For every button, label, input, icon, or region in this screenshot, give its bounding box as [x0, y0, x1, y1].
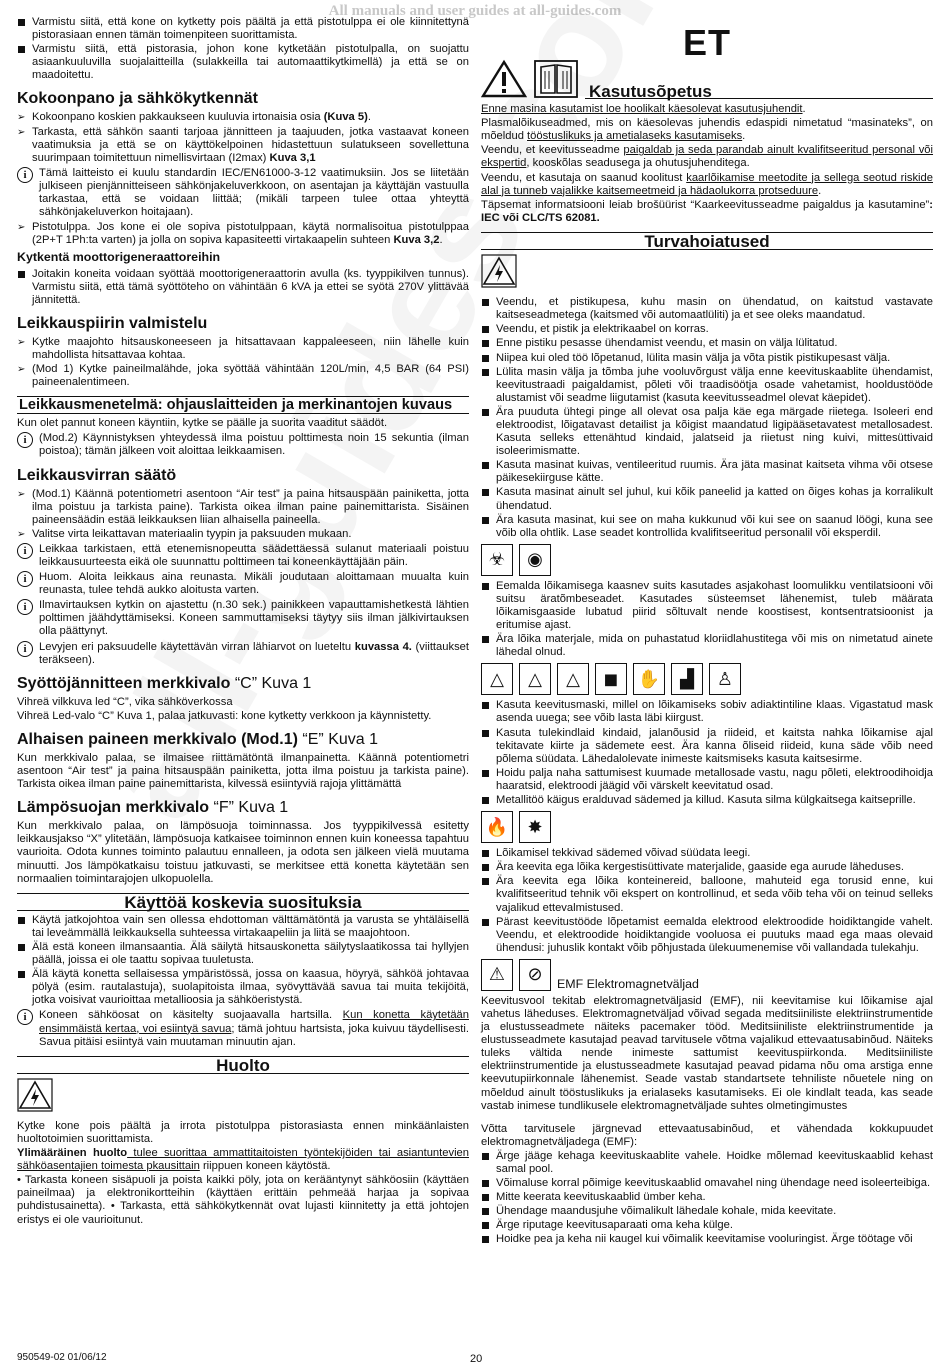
- list-item: Joitakin koneita voidaan syöttää moottorigeneraattorin avulla (ks. tyyppikilven tunnus). Varmistu siitä, että tämä syöttöteho on vähintään 6 kVA ja ettei se syötä 270V ylittävää jännitettä.: [17, 268, 469, 307]
- info-note: i (Mod.2) Käynnistyksen yhteydessä ilma poistuu polttimesta noin 15 sekuntia (ilman poistoa); tämän jälkeen voit aloittaa leikkaamisen.: [17, 432, 469, 458]
- list-item: Lõikamisel tekkivad sädemed võivad süüdata leegi.: [481, 847, 933, 860]
- list-item: Ära kasuta masinat, kui see on maha kukkunud või kui see on saanud löögi, kuna see võib olla ohtlik. Lase seadet kontrollida kvalifitseeritud personalil või eksperdil.: [481, 514, 933, 540]
- paragraph: Täpsemat informatsiooni leiab brošüürist “Kaarkeevitusseadme paigaldus ja kasutamine”: IEC või CLC/TS 62081.: [481, 198, 933, 224]
- list-item: Hoidke pea ja keha nii kaugel kui võimalik keevitamise vooluringist. Ärge töötage või: [481, 1233, 933, 1246]
- paragraph: Ylimääräinen huolto tulee suorittaa ammattitaitoisten työntekijöiden tai asiantuntevien sähköasentajien toimesta pkausittain riippuen koneen käytöstä.: [17, 1147, 469, 1173]
- list-item: Käytä jatkojohtoa vain sen ollessa ehdottoman välttämätöntä ja varusta se yhtäläisellä tai leveämmällä leikkauksella suhteessa virtakaapeliin ja liitä se maajohtoon.: [17, 914, 469, 940]
- info-icon: i: [17, 543, 33, 559]
- list-item: Mitte keerata keevituskaablid ümber keha.: [481, 1191, 933, 1204]
- section-title-syotto: Syöttöjännitteen merkkivalo “C” Kuva 1: [17, 674, 312, 692]
- info-icon: i: [17, 432, 33, 448]
- page-number: 20: [470, 1353, 483, 1365]
- list-item: Ära keevita ega lõika kergestisüttivate materjalide, gaaside ega aurude läheduses.: [481, 861, 933, 874]
- section-title-kasutus: Kasutusõpetus: [585, 85, 933, 99]
- info-note: i Huom. Aloita leikkaus aina reunasta. Mikäli joudutaan aloittamaan muualta kuin reunasta, tulee tehdä aukko aloitusta varten.: [17, 571, 469, 597]
- paragraph: Keevitusvool tekitab elektromagnetväljasid (EMF), nii keevitamise kui lõikamise ajal vahetus läheduses. Elektromagnetväljad võivad segada meditsiiniliste elektriinstrumentide ja elustusseadmete näiteks pacemaker tööd. Meditsiiniliste elektriinstrumentide ja elustusseadmete kasutajad peavad tarvitusele võtma vajalikud ettevaatusabinõud. Näiteks tuleks vältida nende inimeste sattumist keevituspiirkonda. Meditsiiniliste elektriinstrumentide ja elustusseadmete kasutajad peavad pidama nõu oma arstiga enne keevutupiirkonnale lähenemist. Seade vastab standartsete tehniliste nõuetele ning on mõeldud ainult tööstuslikuks ja erialaseks kasutamiseks. Ei ole kindlalt teada, kas seade vastab inimese tundlikusele elektromagnetväljade suhtes olmetingimustes: [481, 994, 933, 1112]
- watermark-top: All manuals and user guides at all-guides.com: [328, 3, 622, 19]
- info-icon: i: [17, 641, 33, 657]
- list-item: Kasuta masinat kuivas, ventileeritud ruumis. Ära jäta masinat kaitseta vihma või otsese päikesekiirguse kätte.: [481, 459, 933, 485]
- sparks-icon: △: [557, 663, 589, 695]
- paragraph: Vihreä vilkkuva led “C”, vika sähköverkossa: [17, 695, 233, 708]
- list-item: Kasuta keevitusmaski, millel on lõikamiseks sobiv adiaktintiline klaas. Vigastatud mask asenda uuega; see võib lasta läbi kiirgust.: [481, 699, 933, 725]
- respirator-icon: ◉: [519, 544, 551, 576]
- section-title-moottori: Kytkentä moottorigeneraattoreihin: [17, 250, 221, 265]
- section-title-emf: EMF Elektromagnetväljad: [557, 976, 699, 991]
- section-title-huolto: Huolto: [17, 1056, 469, 1074]
- info-icon: i: [17, 167, 33, 183]
- list-item: Ära lõika materjale, mida on puhastatud kloriidlahustitega või mis on nimetatud ainete lähedal olnud.: [481, 633, 933, 659]
- usage-header: [481, 59, 933, 99]
- list-item: Metallitöö käigus eralduvad sädemed ja killud. Kasuta silma külgkaitsega kaitseprille.: [481, 794, 933, 807]
- list-item: ➢ Tarkasta, että sähkön saanti tarjoaa jännitteen ja taajuuden, jotka vastaavat koneen vaatimuksia ja että se on käyttökelpoinen hidastettuun sulatukseen sovellettuna suurimpaan toimitettuun nimellisvirtaan (I2max) Kuva 3,1: [17, 126, 469, 165]
- paragraph: Kun merkkivalo palaa, on lämpösuoja toiminnassa. Jos tyyppikilvessä esitetty leikkausjakso “X” ylitetään, lämpösuoja katkaisee toiminnon ennen kuin koneessa tapahtuu vaurioita. Odota kunnes toiminto palautuu ennalleen, ja odota sen jälkeen vielä muutama minuutti. Jos lämpökatkaisu toistuu jatkuvasti, se merkitsee että konetta käytetään sen normaalien toimintarajojen ulkopuolella.: [17, 820, 469, 885]
- info-note: i Tämä laitteisto ei kuulu standardin IEC/EN61000-3-12 vaatimuksiin. Jos se liitetään julkiseen pienjännitteiseen sähkönjakeluverkkoon, on asentajan ja käyttäjän vastuulla tarkastaa, että se voidaan liittää; (mikäli tarpeen tulee ottaa yhteyttä sähkönjakeluverkon hoitajaan).: [17, 167, 469, 219]
- section-title-kokoonpano: Kokoonpano ja sähkökytkennät: [17, 90, 258, 108]
- ppe-icons: [481, 663, 933, 695]
- list-item: Ära keevita ega lõika konteinereid, balloone, mahuteid ega torusid enne, kui kvalifitseeritud tehnik või ekspert on kontrollinud, et seda võib teha või on teinud selleks vajalikud ettevalmistused.: [481, 875, 933, 914]
- info-note: i Ilmavirtauksen kytkin on ajastettu (n.30 sek.) painikkeen vapauttamishetkestä lähtien polttimen jäähdyttämiseksi. Koneen sammuttamiseksi täytyy siis ilman jälkivirtauksen olla päättynyt.: [17, 599, 469, 638]
- list-item: ➢ Pistotulppa. Jos kone ei ole sopiva pistotulppaan, käytä normalisoitua pistotulppaa (2P+T 1Ph:ta varten) ja jolla on sopiva kapasiteetti virtakaapelin suhteen Kuva 3,2.: [17, 221, 469, 247]
- paragraph: Kytke kone pois päältä ja irrota pistotulppa pistorasiasta ennen minkäänlaisten huoltotoimien suorittamista.: [17, 1119, 469, 1145]
- info-icon: i: [17, 571, 33, 587]
- paragraph: Plasmalõikuseadmed, mis on käesolevas juhendis edaspidi nimetatud “masinateks”, on mõeldud tööstuslikuks ja ametialaseks kasutamiseks.: [481, 117, 933, 143]
- hot-surface-icon: △: [481, 663, 513, 695]
- paragraph: Kun olet pannut koneen käyntiin, kytke se päälle ja suorita vaaditut säädöt.: [17, 417, 388, 430]
- paragraph: Veendu, et kasutaja on saanud koolitust kaarlõikamise meetodite ja sellega seotud riskide alal ja tunneb vajalikke kaitsemeetmeid ja hädaolukorra protseduure.: [481, 171, 933, 197]
- list-item: Veendu, et pistikupesa, kuhu masin on ühendatud, on kaitstud vastavate kaitseseadmetega (kaitsmed või automaatlüliti) ja et see oleks maandatud.: [481, 296, 933, 322]
- list-item: Pärast keevitustööde lõpetamist eemalda elektrood elektroodide hoidiktangide vahelt. Veendu, et elektroodide hoidiktangide vooluosa ei puutuks maad ega maas olevaid ühendusi: juhuslik kontakt võib põhjustada ülekuumenemise või vallandada tulekahju.: [481, 916, 933, 955]
- paragraph: Veendu, et keevitusseadme paigaldab ja seda parandab ainult kvalifitseeritud personal või ekspertid, kooskõlas seadusega ja ohutusjuhenditega.: [481, 144, 934, 170]
- info-icon: i: [17, 1009, 33, 1025]
- paragraph: Võtta tarvitusele järgnevad ettevaatusabinõud, et vähendada kokkupuudet elektromagnetväljadega (EMF):: [481, 1122, 933, 1148]
- magnetic-field-icon: ⚠: [481, 959, 513, 991]
- warning-triangle-icon: [481, 59, 527, 99]
- fume-icons: [481, 544, 933, 576]
- list-item: Varmistu siitä, että pistorasia, johon kone kytketään pistotulpalla, on suojattu asiaankuuluvilla suojalaitteilla (sulakkeilla tai automaattikytkimellä) ja että se on maadoitettu.: [17, 43, 469, 82]
- list-item: Kasuta tulekindlaid kindaid, jalanõusid ja riideid, et kaitsta nahka lõikamise ajal tekitavate kiirte ja sädemete eest. Ära kanna õliseid riideid, kuna säde võib need põlema süüdata. Lähedalolevate inimeste kaitsmiseks kasuta kaitsesirme.: [481, 727, 933, 766]
- document-code: 950549-02 01/06/12: [17, 1352, 107, 1363]
- section-title-lampo: Lämpösuojan merkkivalo “F” Kuva 1: [17, 799, 289, 817]
- list-item: Võimaluse korral põimige keevituskaablid omavahel ning ühendage need isoleerteibiga.: [481, 1177, 933, 1190]
- info-note: i Koneen sähköosat on käsitelty suojaavalla hartsilla. Kun konetta käytetään ensimmäistä kertaa, voi esiintyä savua; tämä johtuu hartsista, joka kuivuu täydellisesti. Savua pitäisi esiintyä vain muutaman minuutin ajan.: [17, 1009, 469, 1048]
- radiation-icon: △: [519, 663, 551, 695]
- info-note: i Leikkaa tarkistaen, että etenemisnopeutta säädettäessä sulanut materiaali poistuu leikkausuurteesta eikä ole suunnattu polttimeen tai koneenkäyttäjään päin.: [17, 543, 469, 569]
- warning-electric-icon: [481, 254, 933, 292]
- list-item: Niipea kui oled töö lõpetanud, lülita masin välja ja võta pistik pistikupesast välja.: [481, 352, 933, 365]
- section-title-paine: Alhaisen paineen merkkivalo (Mod.1) “E” Kuva 1: [17, 730, 379, 748]
- list-item: ➢ Valitse virta leikattavan materiaalin tyypin ja paksuuden mukaan.: [17, 528, 469, 541]
- welding-mask-icon: ◼: [595, 663, 627, 695]
- list-item: Älä käytä konetta sellaisessa ympäristössä, jossa on kaasua, höyryä, sähköä johtavaa pölyä (esim. rautalastuja), suolapitoista ilmaa, syövyttävää savua tai muita tekijöitä, jotka voisivat vaurioittaa metallioosia ja sähköeristystä.: [17, 968, 469, 1007]
- paragraph: Vihreä Led-valo “C” Kuva 1, palaa jatkuvasti: kone kytketty verkkoon ja käynnistetty.: [17, 709, 432, 722]
- pacemaker-icon: ⊘: [519, 959, 551, 991]
- fire-hazard-icon: 🔥: [481, 811, 513, 843]
- list-item: ➢ (Mod.1) Käännä potentiometri asentoon “Air test” ja paina hitsauspään painiketta, jotta ilma poistuu ja tarkista paine). Tarkista oikea ilman paine painemittarista. Sisäinen paineensäädin estää leikkauksen liian alhaisella paineella.: [17, 488, 469, 527]
- list-item: Varmistu siitä, että kone on kytketty pois päältä ja että pistotulppa ei ole kiinnitettynä pistorasiaan ennen tämän toimenpiteen suorittamista.: [17, 16, 469, 42]
- left-column: [17, 16, 469, 1228]
- paragraph: • Tarkasta koneen sisäpuoli ja poista kaikki pöly, jota on kerääntynyt sähköosiin (käyttäen paineilmaa) ja elektronikortteihin (käyttäen erittäin pehmeää harjaa ja sopivaa puhdistusainetta). • Tarkasta, että sähkökytkennät ovat lujasti kiinnitetty ja että johtojen eristys ei ole vaurioitunut.: [17, 1174, 469, 1226]
- fire-icons: [481, 811, 933, 843]
- paragraph: Enne masina kasutamist loe hoolikalt käesolevat kasutusjuhendit.: [481, 103, 806, 116]
- list-item: Hoidu palja naha sattumisest kuumade metallosade vastu, nagu põleti, elektroodihoidja haaratsid, elektroodi jäägid või värskelt keevitatud osad.: [481, 767, 933, 793]
- toxic-fumes-icon: ☣: [481, 544, 513, 576]
- info-icon: i: [17, 599, 33, 615]
- list-item: Älä estä koneen ilmansaantia. Älä säilytä hitsauskonetta säilytyslaatikossa tai hyllyjen päällä, joissa ei ole taattu sopivaa tuuletusta.: [17, 941, 469, 967]
- section-title-saato: Leikkausvirran säätö: [17, 466, 177, 484]
- list-item: Ärge jääge kehaga keevituskaablite vahele. Hoidke mõlemad keevituskaablid kehast samal pool.: [481, 1150, 933, 1176]
- list-item: Ärge riputage keevitusaparaati oma keha külge.: [481, 1219, 933, 1232]
- section-title-turva: Turvahoiatused: [481, 232, 933, 250]
- list-item: ➢ Kytke maajohto hitsauskoneeseen ja hitsattavaan kappaleeseen, niin lähelle kuin mahdollista hitsattavaa kohtaa.: [17, 336, 469, 362]
- list-item: Eemalda lõikamisega kaasnev suits kasutades asjakohast loomulikku ventilatsiooni või suitsu äratõmbeseadet. Kasutades süsteemset lähenemist, tuleb määrata lõikamisgaaside lubatud piirid sõltuvalt nende koostisest, kontsentratsioonist ja eritumise ajast.: [481, 580, 933, 632]
- list-item: ➢ (Mod 1) Kytke paineilmalähde, joka syöttää vähintään 120L/min, 4,5 BAR (64 PSI) paineenalentimeen.: [17, 363, 469, 389]
- protective-suit-icon: ♙: [709, 663, 741, 695]
- section-title-suositus: Käyttöä koskevia suosituksia: [17, 893, 469, 911]
- language-code: ET: [682, 22, 731, 63]
- list-item: Ühendage maandusjuhe võimalikult lähedale kohale, mida keevitate.: [481, 1205, 933, 1218]
- list-item: Enne pistiku pesasse ühendamist veendu, et masin on välja lülitatud.: [481, 337, 933, 350]
- manual-book-icon: [533, 59, 579, 99]
- list-item: Kasuta masinat ainult sel juhul, kui kõik paneelid ja katted on õiges kohas ja korralikult ühendatud.: [481, 486, 933, 512]
- explosion-hazard-icon: ✸: [519, 811, 551, 843]
- list-item: Lülita masin välja ja tõmba juhe vooluvõrgust välja enne keevituskaablite ühendamist, keevitustraadi paigaldamist, põleti või traadisöötja osade vahetamist, hooldustööde alustamist või seadme liigutamist (kasuta keevitusseadmel olevat käepidet).: [481, 366, 933, 405]
- section-title-menetelma: Leikkausmenetelmä: ohjauslaitteiden ja merkinantojen kuvaus: [17, 396, 469, 414]
- warning-electric-icon: [17, 1078, 469, 1116]
- emf-header: [481, 959, 933, 991]
- info-note: i Levyjen eri paksuudelle käytettävän virran lähiarvot on lueteltu kuvassa 4. (viittaukset teräkseen).: [17, 641, 469, 667]
- list-item: ➢ Kokoonpano koskien pakkaukseen kuuluvia irtonaisia osia (Kuva 5).: [17, 111, 469, 124]
- right-column: [481, 16, 933, 1248]
- list-item: Veendu, et pistik ja elektrikaabel on korras.: [481, 323, 933, 336]
- paragraph: Kun merkkivalo palaa, se ilmaisee riittämätöntä ilmanpainetta. Käännä potentiometri asentoon “Air test” ja paina hitsauspään painiketta, jotta ilma poistuu ja tarkista paine). Tarkista oikea ilman paine painemittarista, kilvessä esiintyviä rajoja ylittämättä: [17, 751, 469, 791]
- gloves-icon: ✋: [633, 663, 665, 695]
- boots-icon: ▟: [671, 663, 703, 695]
- section-title-leikkauspiiri: Leikkauspiirin valmistelu: [17, 314, 208, 332]
- list-item: Ära puuduta ühtegi pinge all olevat osa palja käe ega märgade riietega. Isoleeri end elektroodist, lõigatavast detailist ja kõigist maandatud ligipääsetavatest metallosadest. Kasuta selleks ettenähtud kindaid, jalatseid ja riietust ning kuivi, mittesüttivaid isoleerimismatte.: [481, 406, 933, 458]
